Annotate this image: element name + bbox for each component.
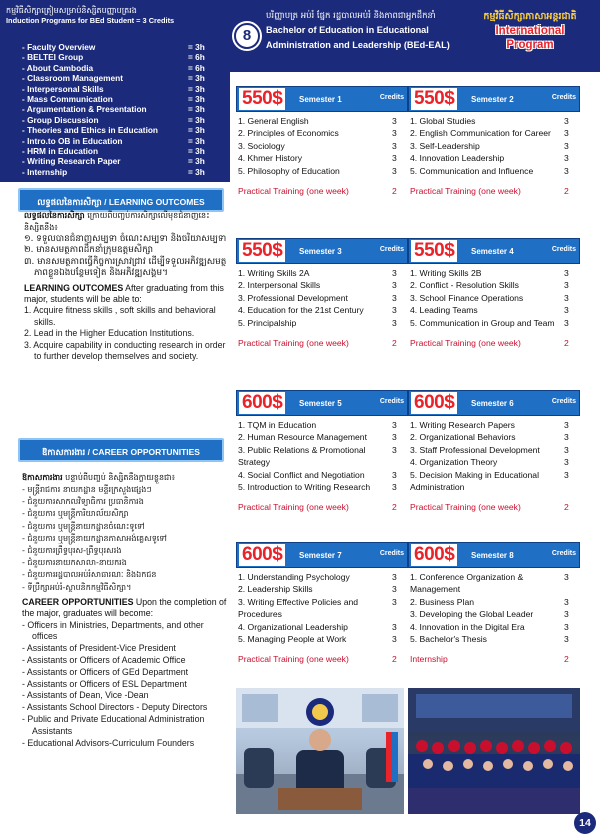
practical-training-credits: 2 [564,186,569,197]
career-km-item: - មន្ត្រីរាជការ នាយកដ្ឋាន មន្ទីរក្រសួងផ្សេងៗ [22,485,152,494]
career-km-list [22,484,230,594]
course-row [236,469,408,481]
course-row [408,608,580,620]
course-name: 2. English Communication for Career [410,128,551,139]
semester-title: Semester 4 [471,247,514,256]
course-row [236,596,408,621]
practical-training-name: Practical Training (one week) [238,338,349,349]
induction-item [22,156,222,166]
page-number: 14 [574,812,596,834]
learning-outcomes-km-list [24,234,230,280]
program-title-en-1: Bachelor of Education in Educational [266,25,429,35]
semester-card [408,86,580,197]
practical-training-name: Practical Training (one week) [410,186,521,197]
course-row [236,279,408,291]
course-name: 1. Understanding Psychology [238,572,350,582]
practical-training-credits: 2 [392,654,397,665]
learning-outcomes-en-intro [24,283,230,306]
course-credits: 3 [392,596,397,607]
semester-card [408,542,580,665]
induction-item-label: - HRM in Education [22,146,98,156]
course-name: 2. Interpersonal Skills [238,280,321,291]
course-name: 4. Organizational Leadership [238,621,348,632]
induction-heading-km: កម្មវិធីសិក្សាត្រៀមសម្រាប់និស្សិតបញ្ញាបត្ររង [6,6,137,15]
practical-training-name: Practical Training (one week) [410,338,521,349]
course-credits: 3 [564,621,569,632]
program-title-en-2: Administration and Leadership (BEd-EAL) [266,40,450,50]
course-credits: 3 [564,153,569,164]
induction-item-hours: = 3h [188,125,205,136]
career-km-item: - ជំនួយការសាកលវិទ្យាធិការ ប្រធានិការង [22,497,144,507]
course-row [236,140,408,152]
course-row [408,165,580,177]
program-title-km: បរិញ្ញាបត្រ អប់រំ ផ្នែក រដ្ឋបាលអប់រំ និងភាពជាអ្នកដឹកនាំ [266,11,436,21]
semester-price: 550$ [239,88,285,110]
course-row [408,596,580,608]
international-program-km: កម្មវិធីសិក្សាភាសាអន្តរជាតិ [483,11,577,22]
course-credits: 3 [564,596,569,607]
induction-item-hours: = 3h [188,42,205,52]
course-row [236,152,408,164]
practical-training-name: Practical Training (one week) [238,502,349,513]
course-row [408,431,580,443]
induction-item-label: - Faculty Overview [22,42,95,52]
course-name: 3. Developing the Global Leader [410,609,534,620]
course-name: 4. Khmer History [238,153,302,164]
practical-training-credits: 2 [564,654,569,665]
course-credits: 3 [392,165,397,176]
international-program-label [462,10,598,52]
career-km-item: - ជំនួយការ ឬមន្ត្រីនាយកដ្ឋានចំណេះទូទៅ [22,521,145,531]
course-row [408,633,580,645]
course-credits: 3 [564,165,569,176]
course-row [236,444,408,469]
practical-training-row [408,501,580,513]
semester-credits-header: Credits [551,398,576,405]
career-km-item: - ជំនួយការព្រឹទ្ធបុរស-ព្រឹទ្ធបុរសរង [22,546,122,556]
practical-training-row [408,185,580,197]
course-credits: 3 [392,572,397,582]
course-name: 3. Public Relations & Promotional Strategy [238,444,366,468]
semester-title: Semester 2 [471,95,514,104]
officials-photo-image [236,688,404,814]
course-name: 2. Principles of Economics [238,128,339,139]
semester-header [408,390,580,416]
induction-item-hours: = 3h [188,146,205,157]
learning-outcome-km-item: ៣. មានសមត្ថភាពធ្វើកិច្ចការស្រាវជ្រាវ ដើម្បីទទួលអភិវឌ្ឍសមត្ថភាពខ្លួនឯងបន្ថែមទៀត និងអភិវឌ្ឍសង្គម។ [24,256,227,279]
induction-item [22,167,222,177]
course-row [236,621,408,633]
practical-training-name: Internship [410,654,448,665]
semester-price: 600$ [411,544,457,566]
induction-item [22,136,222,146]
career-km-item: - ជំនួយការនាយកសាលា-នាយករង [22,558,127,568]
course-row [236,317,408,329]
program-title [266,10,462,53]
semester-header [408,542,580,568]
career-km-item: - ជំនួយការ ឬមន្ត្រីការិយាល័យសិក្សា [22,509,129,519]
learning-outcomes-en-list [24,305,230,362]
induction-item-label: - Group Discussion [22,115,99,125]
semester-header [236,390,408,416]
semester-header [236,86,408,112]
career-opportunities-bar [18,438,224,462]
course-row [408,304,580,316]
course-row [236,292,408,304]
practical-training-credits: 2 [564,502,569,513]
course-name: 1. Global Studies [410,116,476,126]
induction-item-hours: = 3h [188,94,205,105]
course-credits: 3 [564,420,569,430]
semester-header [236,542,408,568]
course-name: 4. Innovation Leadership [410,153,505,164]
course-credits: 3 [392,116,397,126]
semester-card [236,238,408,349]
course-row [408,292,580,304]
course-row [408,621,580,633]
semester-card [236,86,408,197]
career-km-lead: ឱកាសការងារ [22,473,63,482]
semester-credits-header: Credits [379,550,404,557]
course-list [408,112,580,177]
left-column [0,0,230,836]
course-row [408,127,580,139]
career-en-item: - Educational Advisors-Curriculum Founders [22,737,195,748]
course-credits: 3 [392,432,397,443]
officials-photo [236,688,404,814]
induction-item-label: - BELTEI Group [22,52,83,62]
course-name: 5. Philosophy of Education [238,165,340,176]
induction-item-hours: = 3h [188,135,205,146]
course-credits: 3 [392,292,397,303]
induction-item-hours: = 3h [188,166,205,177]
course-row [236,267,408,279]
semester-credits-header: Credits [551,550,576,557]
course-name: 1. TQM in Education [238,420,317,430]
course-list [408,264,580,329]
course-credits: 3 [564,268,569,278]
course-name: 4. Education for the 21st Century [238,305,364,316]
career-opportunities-bar-en: / CAREER OPPORTUNITIES [85,447,200,457]
graduates-photo [408,688,580,814]
course-name: 2. Leadership Skills [238,584,313,595]
course-name: 4. Leading Teams [410,305,478,316]
career-km-item: - ជំនួយការរដ្ឋបាលអប់រំសាធារណៈ និងឯកជន [22,570,157,580]
career-en-item: - Public and Private Educational Administration Assistants [22,714,205,736]
semester-credits-header: Credits [551,94,576,101]
course-row [236,633,408,645]
course-name: 1. Writing Skills 2B [410,268,482,278]
course-name: 4. Social Conflict and Negotiation [238,469,365,480]
semester-credits-header: Credits [379,398,404,405]
induction-item [22,73,222,83]
semester-price: 550$ [411,240,457,262]
semester-title: Semester 3 [299,247,342,256]
career-km-intro-text: បន្ទាប់ពីបញ្ចប់ និស្សិតនឹងក្លាយខ្លួនជា៖ [62,473,176,482]
semester-price: 550$ [411,88,457,110]
course-credits: 3 [392,305,397,316]
course-name: 1. General English [238,116,309,126]
career-en-item: - Assistants or Officers of Academic Office [22,655,186,666]
induction-item [22,84,222,94]
induction-item [22,104,222,114]
course-row [408,456,580,468]
career-km-item: - ជំនួយការ ឬមន្ត្រីនាយកដ្ឋានភាសាអង់គ្លេសទូទៅ [22,533,167,543]
course-credits: 3 [392,317,397,328]
career-en-item: - Officers in Ministries, Departments, and other offices [22,619,204,642]
course-credits: 3 [564,116,569,126]
course-name: 1. Writing Research Papers [410,420,515,430]
learning-outcomes-bar-km: លទ្ធផលនៃការសិក្សា [37,198,102,208]
course-list [236,112,408,177]
induction-item [22,115,222,125]
semester-card [236,390,408,513]
practical-training-row [408,337,580,349]
induction-item-label: - Internship [22,167,67,177]
induction-item-hours: = 6h [188,62,205,73]
course-credits: 3 [564,280,569,291]
course-credits: 3 [564,609,569,620]
course-name: 3. Professional Development [238,292,348,303]
semester-price: 550$ [239,240,285,262]
course-credits: 3 [392,280,397,291]
career-en-list [22,620,230,750]
graduates-photo-image [408,688,580,814]
course-name: 1. Conference Organization & Management [410,572,524,595]
career-km-intro [22,472,230,484]
course-row [236,481,408,493]
course-list [408,568,580,645]
career-en-item: - Assistants or Officers of ESL Department [22,678,187,689]
semester-title: Semester 6 [471,399,514,408]
learning-outcome-km-item: ១. ទទួលបានជំនាញសម្បទា ចំណេះសម្បទា និងចរិយាសម្បទា [24,234,227,244]
course-row [408,571,580,596]
program-number-badge: 8 [234,23,260,49]
course-name: 5. Introduction to Writing Research [238,482,371,493]
career-en-lead: CAREER OPPORTUNITIES [22,596,134,607]
induction-item [22,52,222,62]
induction-item [22,125,222,135]
course-credits: 3 [564,444,569,455]
course-name: 2. Business Plan [410,596,475,607]
induction-item-label: - Writing Research Paper [22,156,121,166]
course-row [408,152,580,164]
career-en-item: - Assistants of Dean, Vice -Dean [22,690,149,701]
semester-credits-header: Credits [379,246,404,253]
induction-item-hours: = 3h [188,104,205,115]
course-credits: 3 [564,292,569,303]
career-en-item: - Assistants School Directors - Deputy Directors [22,702,208,713]
course-credits: 3 [392,634,397,645]
course-credits: 3 [564,128,569,139]
course-row [236,571,408,583]
course-credits: 3 [392,140,397,151]
course-name: 1. Writing Skills 2A [238,268,310,278]
learning-outcome-en-item: 2. Lead in the Higher Education Institutions. [24,328,195,339]
course-credits: 3 [564,317,569,328]
induction-item-label: - Theories and Ethics in Education [22,125,158,135]
learning-outcomes-km-intro-text: ក្រោយពីបញ្ចប់ការសិក្សាលើមុខជំនាញនេះ និស្សិតនឹង៖ [24,211,210,232]
practical-training-name: Practical Training (one week) [410,502,521,513]
practical-training-credits: 2 [564,338,569,349]
course-name: 3. Staff Professional Development [410,444,540,455]
learning-outcomes-km-intro [24,210,230,234]
induction-item [22,42,222,52]
course-credits: 3 [392,621,397,632]
course-name: 5. Bachelor's Thesis [410,634,487,645]
course-credits: 3 [564,572,569,582]
course-name: 5. Managing People at Work [238,634,347,645]
course-name: 4. Innovation in the Digital Era [410,621,525,632]
course-name: 5. Communication in Group and Team [410,317,555,328]
induction-item [22,94,222,104]
course-credits: 3 [392,420,397,430]
induction-item [22,146,222,156]
course-credits: 3 [392,584,397,595]
semester-header [408,238,580,264]
semester-title: Semester 1 [299,95,342,104]
induction-item-label: - Classroom Management [22,73,123,83]
course-credits: 3 [392,153,397,164]
learning-outcome-en-item: 3. Acquire capability in conducting research in order to further develop themselves and society. [24,339,226,362]
induction-list [0,38,230,182]
career-opportunities-bar-km: ឱកាសការងារ [42,448,86,458]
course-credits: 3 [564,634,569,645]
induction-item [22,63,222,73]
course-list [236,568,408,645]
practical-training-row [408,653,580,665]
semester-price: 600$ [239,544,285,566]
career-en-item: - Assistants or Officers of GEd Department [22,666,189,677]
course-credits: 3 [392,444,397,455]
course-row [408,317,580,329]
course-row [408,267,580,279]
induction-item-hours: = 3h [188,156,205,167]
induction-item-label: - Intro.to OB in Education [22,136,122,146]
practical-training-credits: 2 [392,338,397,349]
learning-outcomes-km-lead: លទ្ធផលនៃការសិក្សា [24,211,85,220]
career-opportunities-text [22,472,230,749]
course-row [408,444,580,456]
semester-header [236,238,408,264]
induction-item-label: - About Cambodia [22,63,93,73]
course-credits: 3 [392,482,397,493]
induction-heading-en: Induction Programs for BEd Student = 3 Credits [6,16,175,25]
learning-outcomes-bar [18,188,224,212]
course-row [236,419,408,431]
semester-card [408,390,580,513]
course-row [236,127,408,139]
learning-outcome-km-item: ២. មានសមត្ថភាពដឹកនាំក្រុមឧត្តមសិក្សា [24,245,154,256]
semester-credits-header: Credits [551,246,576,253]
semester-title: Semester 8 [471,551,514,560]
course-row [408,469,580,494]
international-program-en-1: International [495,25,565,37]
course-credits: 3 [564,457,569,468]
course-row [408,279,580,291]
career-en-intro-text: Upon the completion of the major, graduates will become: [22,596,227,619]
course-name: 5. Principalship [238,317,297,328]
course-list [408,416,580,493]
practical-training-name: Practical Training (one week) [238,654,349,665]
course-credits: 3 [392,469,397,480]
learning-outcomes-en-intro-text: After graduating from this major, students will be able to: [24,282,224,305]
course-credits: 3 [392,128,397,139]
practical-training-row [236,185,408,197]
induction-item-label: - Argumentation & Presentation [22,104,147,114]
career-km-item: - ទីប្រឹក្សាអប់រំ-ស្ថាបនិកកម្មវិធីសិក្សា។ [22,582,132,592]
course-name: 5. Decision Making in Educational Administration [410,469,539,493]
course-name: 5. Communication and Influence [410,165,534,176]
induction-item-label: - Mass Communication [22,94,113,104]
course-name: 2. Conflict - Resolution Skills [410,280,519,291]
course-row [236,165,408,177]
induction-item-label: - Interpersonal Skills [22,84,104,94]
semester-title: Semester 7 [299,551,342,560]
course-credits: 3 [564,305,569,316]
learning-outcomes-bar-en: / LEARNING OUTCOMES [101,197,205,207]
semester-price: 600$ [411,392,457,414]
course-row [236,583,408,595]
induction-item-hours: = 3h [188,114,205,125]
semester-header [408,86,580,112]
course-credits: 3 [392,268,397,278]
semester-card [408,238,580,349]
course-name: 3. School Finance Operations [410,292,524,303]
course-row [408,140,580,152]
course-credits: 3 [564,469,569,480]
practical-training-name: Practical Training (one week) [238,186,349,197]
course-row [236,115,408,127]
practical-training-row [236,501,408,513]
career-en-intro [22,597,230,620]
career-en-item: - Assistants of President-Vice President [22,643,176,654]
international-program-en-2: Program [506,39,554,51]
practical-training-row [236,653,408,665]
course-name: 2. Organizational Behaviors [410,432,516,443]
course-row [408,115,580,127]
course-list [236,264,408,329]
course-row [236,431,408,443]
semester-credits-header: Credits [379,94,404,101]
course-name: 3. Writing Effective Policies and Procedures [238,596,359,620]
semester-card [236,542,408,665]
semester-price: 600$ [239,392,285,414]
course-row [408,419,580,431]
induction-item-hours: = 3h [188,83,205,94]
course-name: 3. Sociology [238,140,285,151]
practical-training-credits: 2 [392,186,397,197]
learning-outcomes-text [24,210,230,362]
semester-title: Semester 5 [299,399,342,408]
course-list [236,416,408,493]
course-name: 3. Self-Leadership [410,140,480,151]
course-credits: 3 [564,432,569,443]
learning-outcome-en-item: 1. Acquire fitness skills , soft skills and behavioral skills. [24,305,216,327]
learning-outcomes-en-lead: LEARNING OUTCOMES [24,282,124,293]
course-row [236,304,408,316]
induction-item-hours: = 3h [188,73,205,84]
course-name: 4. Organization Theory [410,457,498,468]
practical-training-credits: 2 [392,502,397,513]
practical-training-row [236,337,408,349]
course-name: 2. Human Resource Management [238,432,367,443]
induction-item-hours: = 6h [188,52,205,63]
course-credits: 3 [564,140,569,151]
